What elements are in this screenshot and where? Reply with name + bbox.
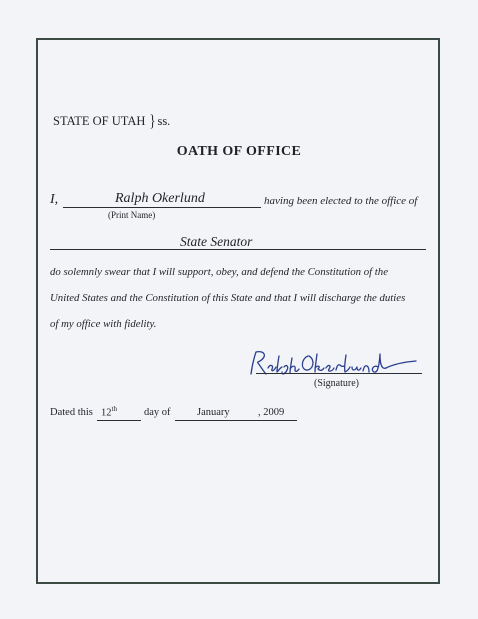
day-line: [97, 420, 141, 421]
year-value: , 2009: [258, 407, 285, 418]
ss-label: ss.: [157, 114, 171, 128]
document-title: OATH OF OFFICE: [176, 144, 302, 159]
signature-label: (Signature): [314, 378, 359, 389]
day-suffix: th: [111, 405, 117, 413]
day-value: [101, 405, 117, 419]
dated-prefix: Dated this: [50, 407, 93, 418]
day-number: 12: [101, 407, 112, 419]
state-label: STATE OF UTAH: [53, 114, 146, 128]
oath-body-line-2: United States and the Constitution of this State and that I will discharge the duties: [50, 292, 406, 304]
print-name-label: (Print Name): [108, 210, 156, 220]
oath-i-label: I,: [50, 192, 59, 207]
print-name-line: [63, 207, 261, 208]
office-value: State Senator: [180, 234, 253, 249]
day-of-label: day of: [144, 407, 171, 418]
signature-line: [256, 373, 422, 374]
oath-body-line-3: of my office with fidelity.: [50, 318, 157, 330]
oath-body-line-1: do solemnly swear that I will support, obey, and defend the Constitution of the: [50, 266, 388, 278]
brace-mark: }: [149, 111, 156, 131]
print-name-value: Ralph Okerlund: [115, 191, 205, 206]
month-line: [175, 420, 297, 421]
month-value: January: [197, 407, 230, 418]
elected-text: having been elected to the office of: [264, 195, 418, 207]
state-heading: [53, 111, 171, 131]
